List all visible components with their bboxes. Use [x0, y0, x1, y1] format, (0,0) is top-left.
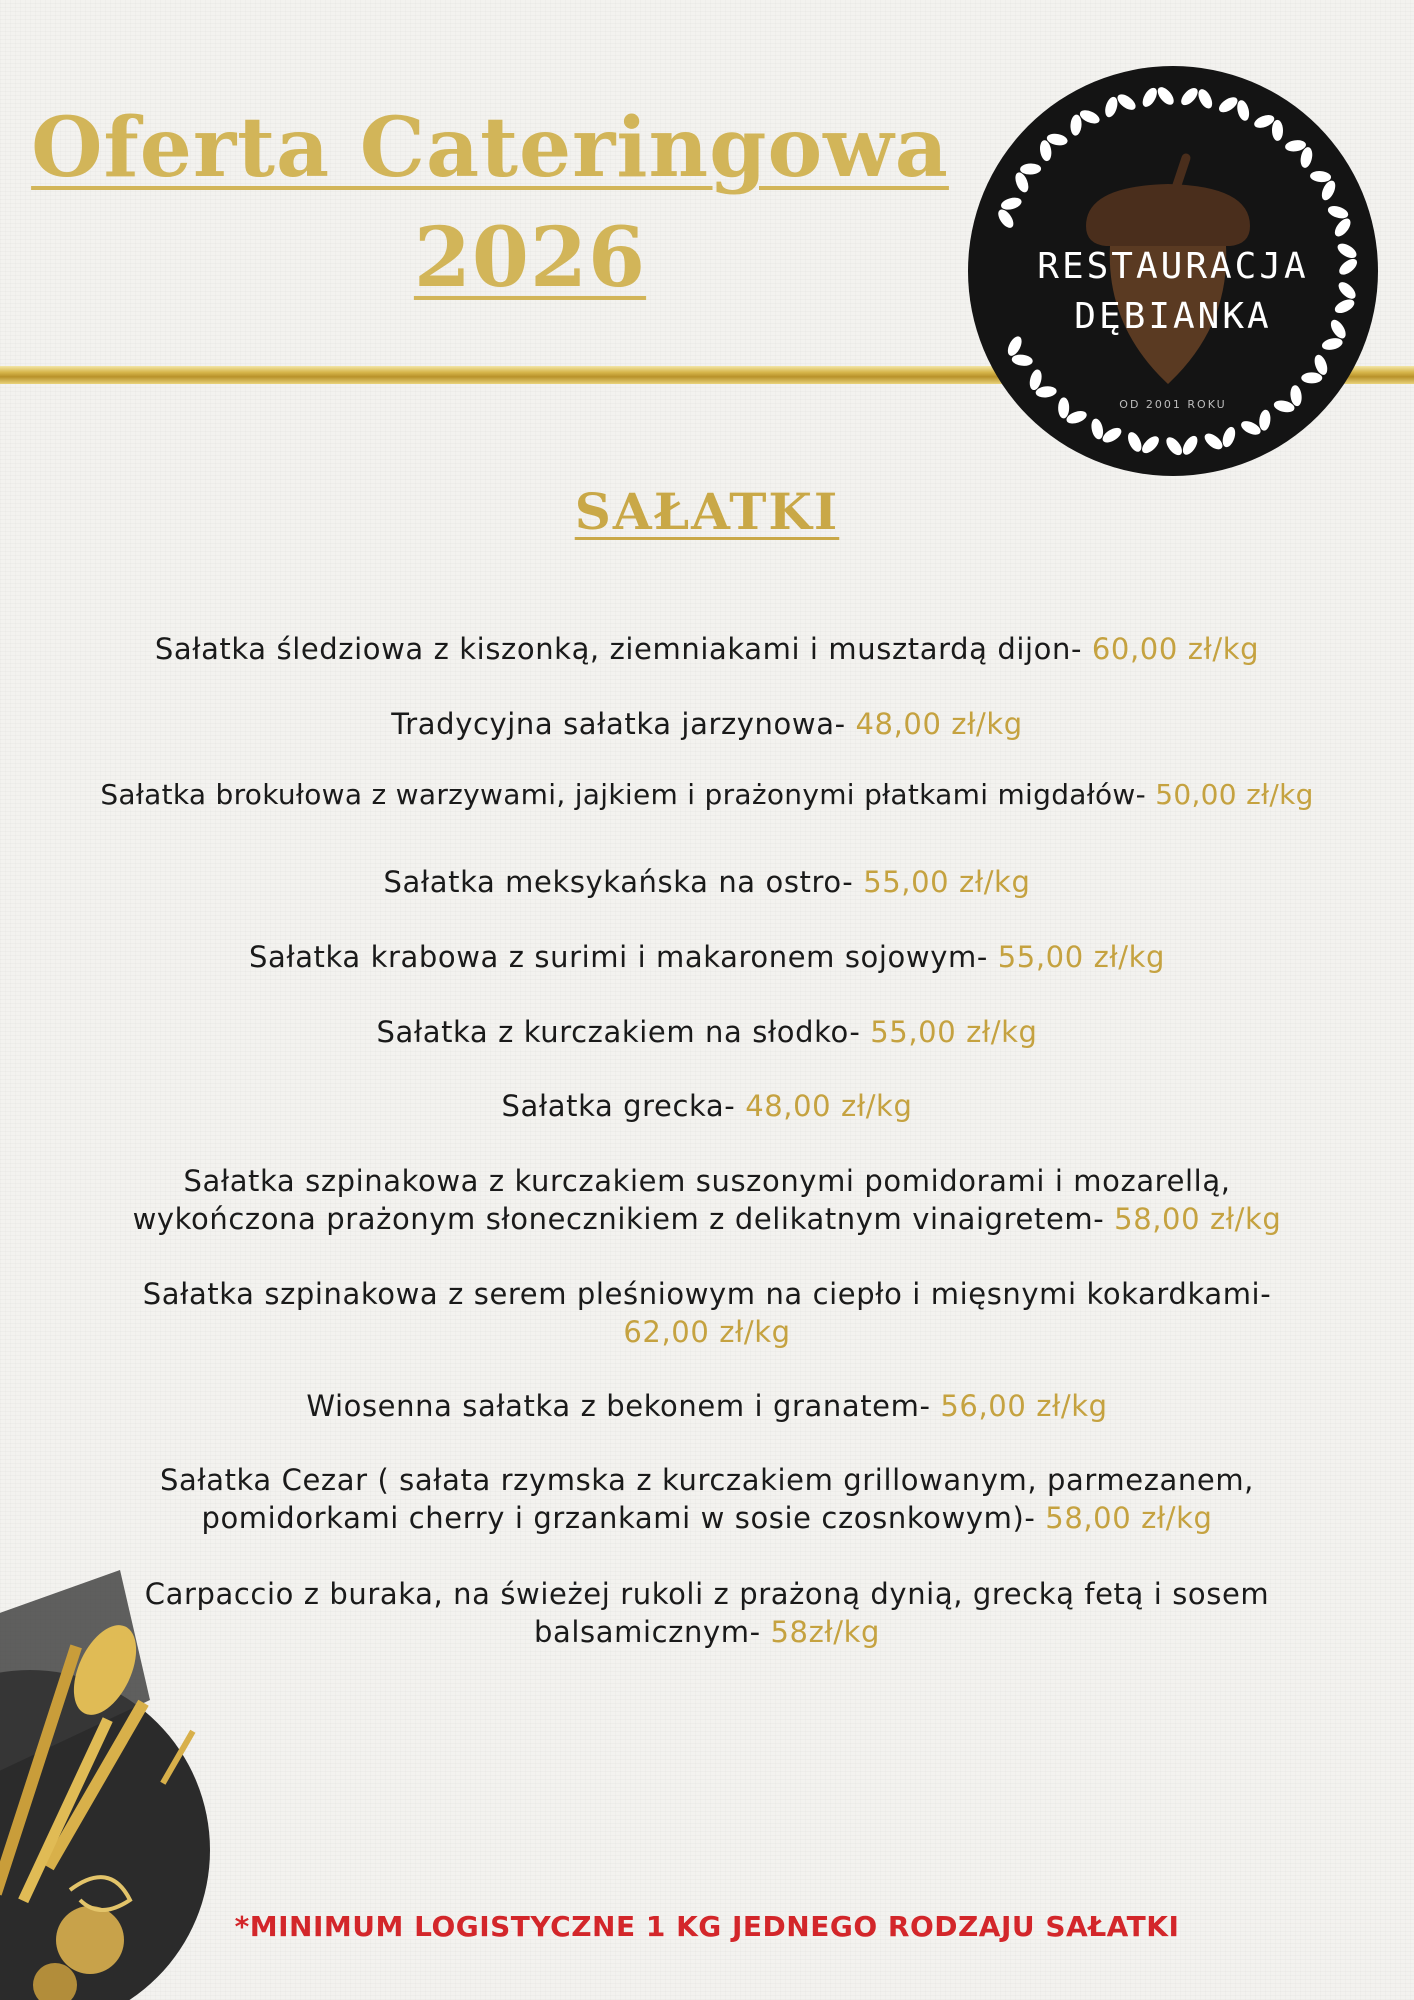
item-price: 48,00 zł/kg	[855, 707, 1023, 741]
menu-item: Sałatka z kurczakiem na słodko- 55,00 zł/kg	[376, 1015, 1038, 1049]
menu-item: Sałatka śledziowa z kiszonką, ziemniakami i musztardą dijon- 60,00 zł/kg	[154, 632, 1260, 666]
item-price: 58,00 zł/kg	[1045, 1501, 1213, 1535]
menu-item: Sałatka szpinakowa z serem pleśniowym na ciepło i mięsnymi kokardkami- 62,00 zł/kg	[40, 1275, 1374, 1351]
item-name-line1: Carpaccio z buraka, na świeżej rukoli z prażoną dynią, grecką fetą i sosem	[144, 1577, 1270, 1611]
page-title: Oferta Cateringowa	[31, 100, 949, 196]
item-price: 55,00 zł/kg	[870, 1015, 1038, 1049]
item-price: 58zł/kg	[770, 1615, 881, 1649]
item-price: 60,00 zł/kg	[1091, 632, 1260, 666]
minimum-order-note: *MINIMUM LOGISTYCZNE 1 KG JEDNEGO RODZAJU SAŁATKI	[234, 1910, 1180, 1943]
menu-item: Sałatka Cezar ( sałata rzymska z kurczakiem grillowanym, parmezanem, pomidorkami cherry i grzankami w sosie czosnkowym)- 58,00 zł/kg	[40, 1461, 1374, 1537]
logo-since: OD 2001 ROKU	[1119, 398, 1227, 411]
menu-item: Tradycyjna sałatka jarzynowa- 48,00 zł/kg	[391, 707, 1023, 741]
item-price: 58,00 zł/kg	[1114, 1202, 1282, 1236]
item-price: 48,00 zł/kg	[745, 1089, 913, 1123]
page-title-year: 2026	[413, 210, 647, 306]
logo-name-line1: RESTAURACJA	[1037, 246, 1309, 287]
section-title: SAŁATKI	[574, 482, 840, 541]
item-price: 62,00 zł/kg	[623, 1315, 791, 1349]
item-price: 56,00 zł/kg	[940, 1389, 1108, 1423]
menu-item: Sałatka brokułowa z warzywami, jajkiem i prażonymi płatkami migdałów- 50,00 zł/kg	[100, 778, 1314, 811]
item-price: 55,00 zł/kg	[997, 940, 1166, 974]
menu-item: Wiosenna sałatka z bekonem i granatem- 56,00 zł/kg	[306, 1389, 1108, 1423]
item-name-line1: Sałatka szpinakowa z kurczakiem suszonymi pomidorami i mozarellą,	[183, 1164, 1231, 1198]
menu-item: Sałatka meksykańska na ostro- 55,00 zł/kg	[383, 865, 1031, 899]
menu-item: Sałatka krabowa z surimi i makaronem sojowym- 55,00 zł/kg	[248, 940, 1166, 974]
menu-item: Sałatka szpinakowa z kurczakiem suszonymi pomidorami i mozarellą, wykończona prażonym słonecznikiem z delikatnym vinaigretem- 58,00 zł/kg	[40, 1162, 1374, 1238]
item-price: 50,00 zł/kg	[1155, 778, 1314, 811]
item-price: 55,00 zł/kg	[863, 865, 1031, 899]
logo-name-line2: DĘBIANKA	[1074, 296, 1272, 337]
item-name-line1: Sałatka Cezar ( sałata rzymska z kurczakiem grillowanym, parmezanem,	[159, 1463, 1255, 1497]
menu-item: Sałatka grecka- 48,00 zł/kg	[501, 1089, 913, 1123]
menu-item: Carpaccio z buraka, na świeżej rukoli z prażoną dynią, grecką fetą i sosem balsamicznym- 58zł/kg	[40, 1575, 1374, 1651]
